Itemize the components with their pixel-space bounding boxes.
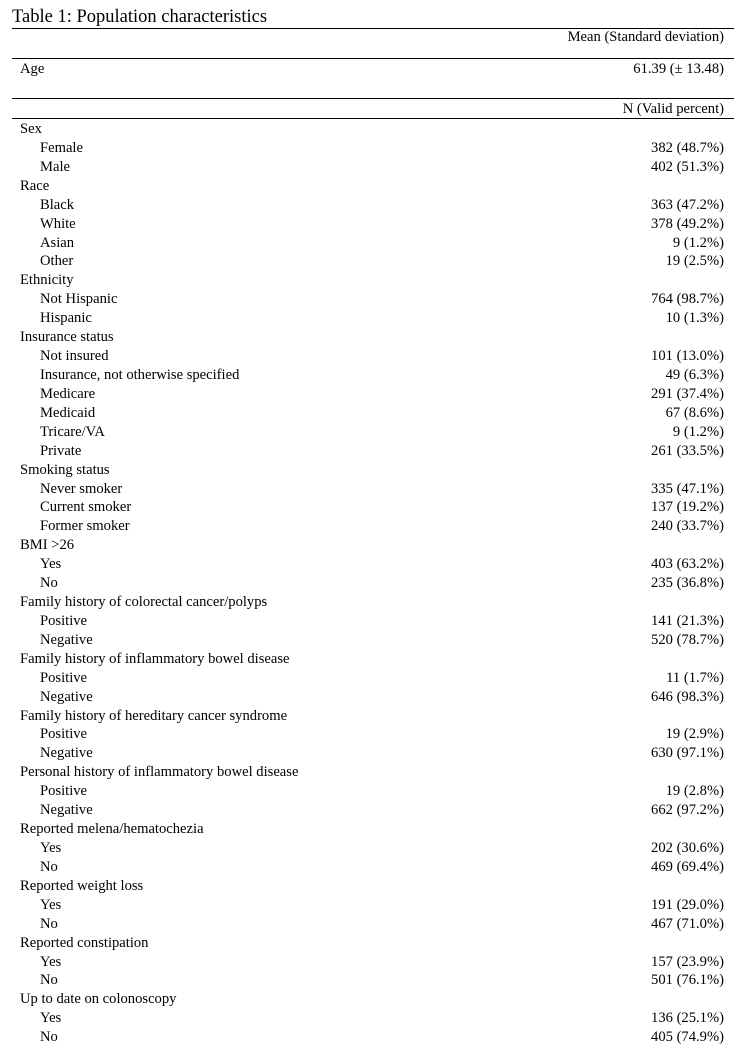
row-label: Positive <box>40 783 88 800</box>
group-row <box>20 177 724 195</box>
row-value: 335 (47.1%) <box>651 480 724 497</box>
table-row <box>20 669 724 687</box>
table-row <box>20 782 724 800</box>
row-value: 10 (1.3%) <box>665 310 724 327</box>
row-label: Not Hispanic <box>40 291 118 308</box>
group-label: Ethnicity <box>20 272 74 289</box>
row-value: 191 (29.0%) <box>651 896 724 913</box>
row-label: No <box>40 972 58 989</box>
row-label: Medicaid <box>40 404 96 421</box>
group-label: Race <box>20 177 50 194</box>
row-label: Asian <box>40 234 75 251</box>
table-row <box>20 839 724 857</box>
table-row <box>20 915 724 933</box>
group-label: Personal history of inflammatory bowel disease <box>20 764 299 781</box>
row-label: Positive <box>40 726 88 743</box>
row-label: No <box>40 575 58 592</box>
row-value: 646 (98.3%) <box>651 688 724 705</box>
row-value: 157 (23.9%) <box>651 953 724 970</box>
table-row <box>20 574 724 592</box>
header-rule <box>12 58 734 59</box>
row-value: 202 (30.6%) <box>651 840 724 856</box>
row-value: 141 (21.3%) <box>651 612 724 629</box>
row-label: Tricare/VA <box>40 423 105 440</box>
row-label: Medicare <box>40 385 96 402</box>
table-row <box>20 290 724 308</box>
row-value: 67 (8.6%) <box>665 404 724 421</box>
age-row <box>20 60 724 78</box>
row-value: 403 (63.2%) <box>651 556 724 573</box>
row-label: Negative <box>40 745 93 762</box>
subheader-rule <box>12 118 734 119</box>
group-label: Family history of inflammatory bowel disease <box>20 650 290 667</box>
row-value: 11 (1.7%) <box>666 669 724 686</box>
group-row <box>20 707 724 725</box>
row-label: Hispanic <box>40 310 92 327</box>
group-row <box>20 120 724 138</box>
table-row <box>20 498 724 516</box>
row-value: 19 (2.8%) <box>665 783 724 800</box>
group-label: Insurance status <box>20 329 114 346</box>
row-value: 382 (48.7%) <box>651 139 724 156</box>
row-label: No <box>40 1029 58 1046</box>
row-value: 405 (74.9%) <box>651 1029 724 1046</box>
row-value: 101 (13.0%) <box>651 348 724 364</box>
table-row <box>20 1028 724 1046</box>
row-label: Current smoker <box>40 499 132 516</box>
table-row <box>20 555 724 573</box>
row-value: 764 (98.7%) <box>651 291 724 308</box>
table-row <box>20 234 724 252</box>
row-label: Yes <box>40 953 62 970</box>
age-value: 61.39 (± 13.48) <box>633 61 724 77</box>
group-row <box>20 820 724 838</box>
table-row <box>20 196 724 214</box>
table-row <box>20 896 724 914</box>
group-label: Family history of colorectal cancer/polyps <box>20 594 268 610</box>
row-label: Female <box>40 139 83 156</box>
row-label: Negative <box>40 631 93 648</box>
row-label: Never smoker <box>40 480 123 497</box>
group-row <box>20 593 724 611</box>
row-value: 501 (76.1%) <box>651 972 724 989</box>
row-label: Male <box>40 158 70 175</box>
row-value: 291 (37.4%) <box>651 385 724 402</box>
group-row <box>20 934 724 952</box>
group-row <box>20 763 724 781</box>
row-label: Positive <box>40 612 88 629</box>
group-label: Family history of hereditary cancer syndrome <box>20 707 288 724</box>
row-label: Yes <box>40 840 62 856</box>
table-row <box>20 688 724 706</box>
group-label: BMI >26 <box>20 537 75 554</box>
row-label: Black <box>40 196 75 213</box>
table-row <box>20 517 724 535</box>
row-label: Insurance, not otherwise specified <box>40 367 240 383</box>
row-value: 19 (2.5%) <box>665 253 724 270</box>
row-value: 9 (1.2%) <box>672 234 724 251</box>
group-row <box>20 328 724 346</box>
row-label: Yes <box>40 556 62 573</box>
row-label: Positive <box>40 669 88 686</box>
group-row <box>20 461 724 479</box>
table-row <box>20 252 724 270</box>
row-label: Negative <box>40 802 93 819</box>
row-value: 137 (19.2%) <box>651 499 724 516</box>
age-label: Age <box>20 61 45 77</box>
row-value: 240 (33.7%) <box>651 518 724 535</box>
table-row <box>20 366 724 384</box>
row-value: 662 (97.2%) <box>651 802 724 819</box>
group-label: Reported weight loss <box>20 877 144 894</box>
group-row <box>20 650 724 668</box>
row-value: 363 (47.2%) <box>651 196 724 213</box>
row-label: Yes <box>40 896 62 913</box>
table-row <box>20 442 724 460</box>
table-row <box>20 801 724 819</box>
n-column-header: N (Valid percent) <box>622 101 724 117</box>
table-row <box>20 971 724 989</box>
table-caption: Table 1: Population characteristics <box>12 7 268 27</box>
row-label: No <box>40 858 58 875</box>
table-row <box>20 385 724 403</box>
group-row <box>20 536 724 554</box>
group-label: Reported melena/hematochezia <box>20 821 204 837</box>
row-label: Private <box>40 442 82 459</box>
row-value: 49 (6.3%) <box>665 367 724 383</box>
mean-column-header: Mean (Standard deviation) <box>567 29 724 45</box>
table-row <box>20 404 724 422</box>
row-label: White <box>40 215 76 232</box>
table-row <box>20 725 724 743</box>
row-label: Former smoker <box>40 518 130 535</box>
table-row <box>20 215 724 233</box>
section-rule <box>12 98 734 99</box>
group-label: Sex <box>20 121 42 137</box>
table-row <box>20 744 724 762</box>
table-row <box>20 158 724 176</box>
row-value: 402 (51.3%) <box>651 158 724 175</box>
table-row <box>20 1009 724 1027</box>
group-label: Smoking status <box>20 461 110 478</box>
row-value: 378 (49.2%) <box>651 215 724 232</box>
table-row <box>20 309 724 327</box>
row-value: 19 (2.9%) <box>665 726 724 743</box>
table-row <box>20 347 724 365</box>
row-value: 9 (1.2%) <box>672 423 724 440</box>
row-label: Yes <box>40 1010 62 1027</box>
row-value: 467 (71.0%) <box>651 915 724 932</box>
row-value: 136 (25.1%) <box>651 1010 724 1027</box>
table-row <box>20 631 724 649</box>
table-row <box>20 858 724 876</box>
row-value: 261 (33.5%) <box>651 442 724 459</box>
table-row <box>20 139 724 157</box>
group-label: Up to date on colonoscopy <box>20 991 177 1008</box>
row-value: 469 (69.4%) <box>651 858 724 875</box>
row-value: 630 (97.1%) <box>651 745 724 762</box>
table-row <box>20 423 724 441</box>
row-label: Negative <box>40 688 93 705</box>
group-row <box>20 877 724 895</box>
table-row <box>20 480 724 498</box>
group-row <box>20 271 724 289</box>
group-label: Reported constipation <box>20 934 149 951</box>
row-label: Other <box>40 253 74 270</box>
row-label: No <box>40 915 58 932</box>
row-label: Not insured <box>40 348 109 364</box>
table-row <box>20 953 724 971</box>
row-value: 520 (78.7%) <box>651 631 724 648</box>
row-value: 235 (36.8%) <box>651 575 724 592</box>
table-row <box>20 612 724 630</box>
group-row <box>20 990 724 1008</box>
